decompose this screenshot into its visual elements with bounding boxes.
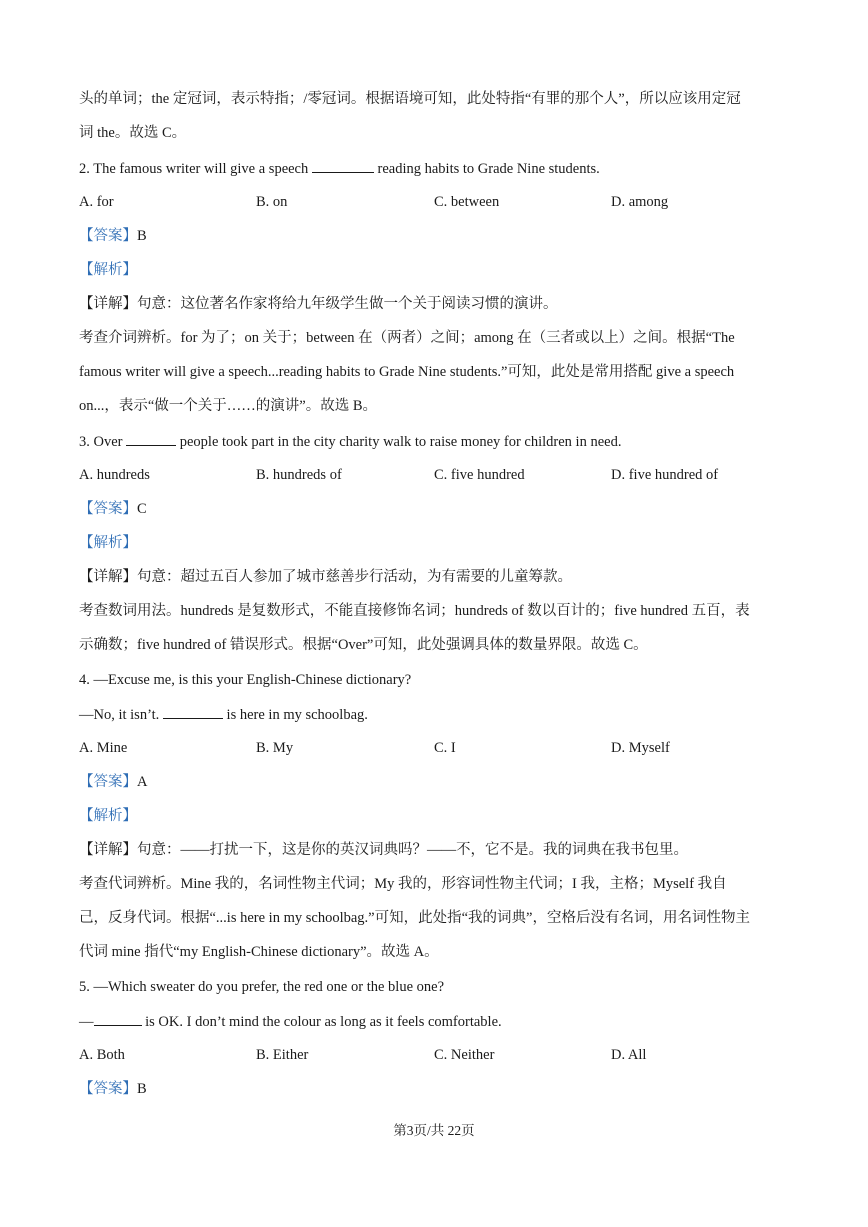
answer-value: A <box>137 774 148 790</box>
detail-line <box>79 294 791 314</box>
text-line: on...，表示“做一个关于……的演讲”。故选 B。 <box>79 398 378 414</box>
answer-value: B <box>137 228 147 244</box>
question-text: reading habits to Grade Nine students. <box>373 161 600 177</box>
analysis-line <box>79 533 791 553</box>
option-a: A. hundreds <box>79 467 150 483</box>
answer-blank <box>312 158 374 173</box>
option-d: D. five hundred of <box>611 467 719 483</box>
answer-line <box>79 226 791 246</box>
option-c: C. between <box>434 194 500 210</box>
question-2 <box>79 158 791 179</box>
detail-text: 句意：这位著名作家将给九年级学生做一个关于阅读习惯的演讲。 <box>137 296 558 312</box>
answer-blank <box>126 431 176 446</box>
text-line: 头的单词；the 定冠词，表示特指；/零冠词。根据语境可知，此处特指“有罪的那个人”，所以应该用定冠 <box>79 91 741 107</box>
question-text: 2. The famous writer will give a speech <box>79 161 312 177</box>
text-line: 考查介词辨析。for 为了；on 关于；between 在（两者）之间；among 在（三者或以上）之间。根据“The <box>79 330 735 346</box>
page-number: 第3页/共 22页 <box>393 1123 475 1138</box>
option-a: A. for <box>79 194 114 210</box>
text-line: 词 the。故选 C。 <box>79 125 187 141</box>
answer-line <box>79 772 791 792</box>
option-b: B. My <box>256 740 294 756</box>
option-a: A. Mine <box>79 740 128 756</box>
analysis-tag: 【解析】 <box>79 535 137 551</box>
detail-tag: 【详解】 <box>79 296 137 312</box>
question-4-reply <box>79 704 791 725</box>
detail-text: 句意：超过五百人参加了城市慈善步行活动，为有需要的儿童筹款。 <box>137 569 572 585</box>
option-c: C. Neither <box>434 1047 495 1063</box>
question-text: — <box>79 1014 94 1030</box>
option-d: D. All <box>611 1047 647 1063</box>
option-b: B. on <box>256 194 288 210</box>
text-line: 考查代词辨析。Mine 我的，名词性物主代词；My 我的，形容词性物主代词；I 我，主格；Myself 我自 <box>79 876 727 892</box>
option-d: D. among <box>611 194 669 210</box>
option-a: A. Both <box>79 1047 125 1063</box>
question-4: 4. —Excuse me, is this your English-Chinese dictionary? <box>79 672 412 688</box>
text-line: famous writer will give a speech...reading habits to Grade Nine students.”可知，此处是常用搭配 give a speech <box>79 364 735 380</box>
analysis-tag: 【解析】 <box>79 808 137 824</box>
option-b: B. Either <box>256 1047 309 1063</box>
detail-tag: 【详解】 <box>79 842 137 858</box>
detail-line <box>79 840 791 860</box>
option-c: C. I <box>434 740 456 756</box>
question-text: is OK. I don’t mind the colour as long as it feels comfortable. <box>141 1014 502 1030</box>
option-c: C. five hundred <box>434 467 525 483</box>
answer-tag: 【答案】 <box>79 774 137 790</box>
question-3 <box>79 431 791 452</box>
option-d: D. Myself <box>611 740 670 756</box>
answer-value: B <box>137 1081 147 1097</box>
analysis-line <box>79 806 791 826</box>
text-line: 考查数词用法。hundreds 是复数形式，不能直接修饰名词；hundreds of 数以百计的；five hundred 五百，表 <box>79 603 750 619</box>
answer-line <box>79 499 791 519</box>
question-text: 3. Over <box>79 434 127 450</box>
text-line: 代词 mine 指代“my English-Chinese dictionary”。故选 A。 <box>79 944 439 960</box>
question-5: 5. —Which sweater do you prefer, the red one or the blue one? <box>79 979 444 995</box>
question-text: is here in my schoolbag. <box>222 707 368 723</box>
text-line: 示确数；five hundred of 错误形式。根据“Over”可知，此处强调具体的数量界限。故选 C。 <box>79 637 648 653</box>
question-5-reply <box>79 1011 791 1032</box>
answer-tag: 【答案】 <box>79 501 137 517</box>
text-line: 己，反身代词。根据“...is here in my schoolbag.”可知，此处指“我的词典”，空格后没有名词，用名词性物主 <box>79 910 750 926</box>
answer-tag: 【答案】 <box>79 228 137 244</box>
detail-tag: 【详解】 <box>79 569 137 585</box>
answer-blank <box>94 1011 142 1026</box>
answer-value: C <box>137 501 147 517</box>
answer-blank <box>163 704 223 719</box>
question-text: —No, it isn’t. <box>79 707 163 723</box>
analysis-line <box>79 260 791 280</box>
answer-tag: 【答案】 <box>79 1081 137 1097</box>
question-text: people took part in the city charity walk to raise money for children in need. <box>176 434 622 450</box>
analysis-tag: 【解析】 <box>79 262 137 278</box>
option-b: B. hundreds of <box>256 467 342 483</box>
answer-line <box>79 1079 791 1099</box>
detail-text: 句意：——打扰一下，这是你的英汉词典吗？——不，它不是。我的词典在我书包里。 <box>137 842 688 858</box>
detail-line <box>79 567 791 587</box>
